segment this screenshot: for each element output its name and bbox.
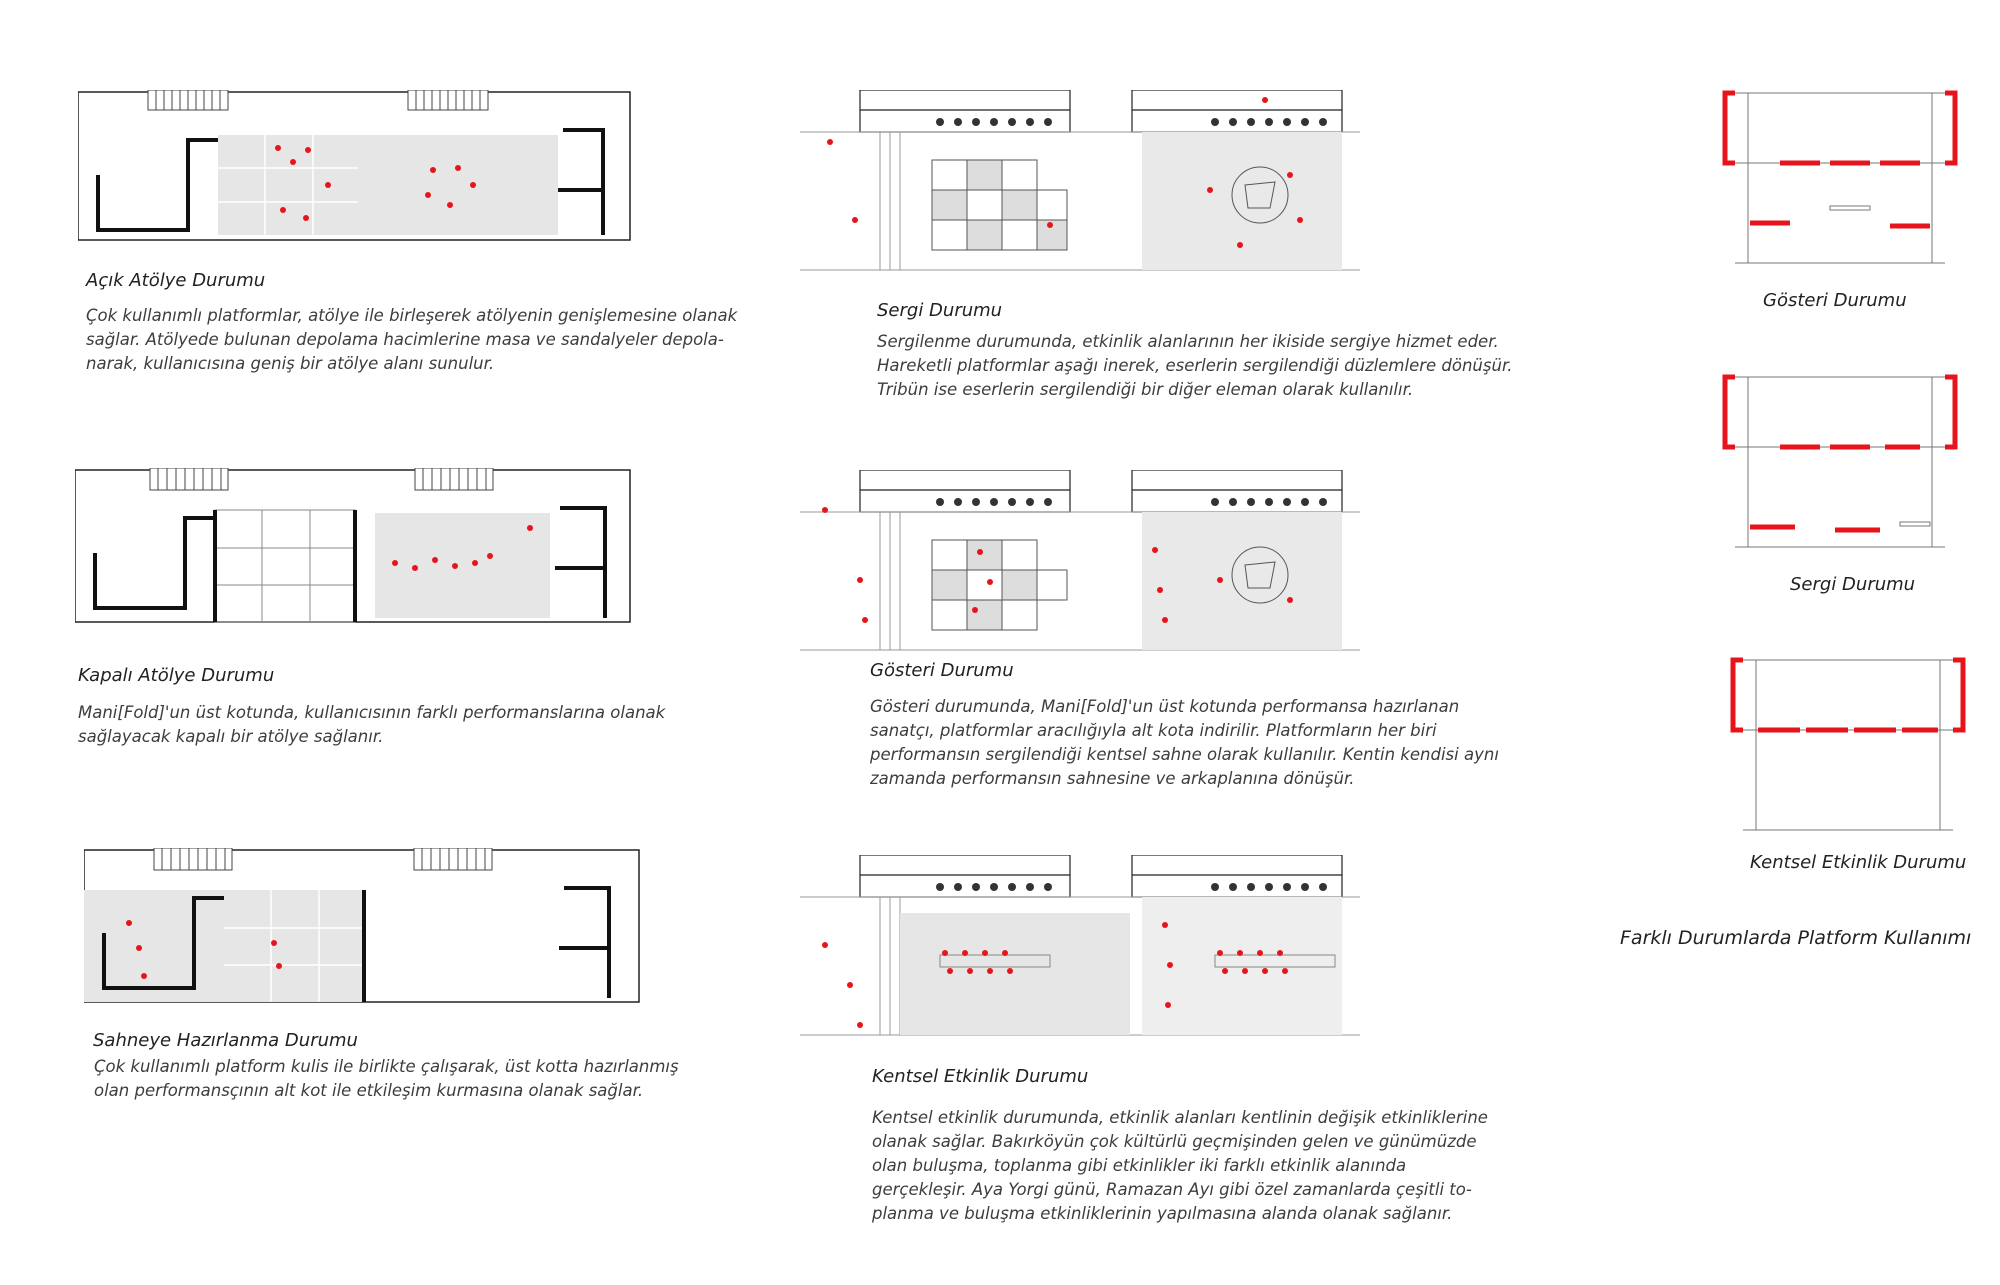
desc-line: sağlayacak kapalı bir atölye sağlanır.	[78, 727, 384, 746]
plan-closed-workshop	[75, 468, 635, 628]
section-urban-event	[1728, 655, 1968, 839]
desc-line: Sergilenme durumunda, etkinlik alanlarının her ikiside sergiye hizmet eder.	[877, 332, 1499, 351]
desc-urban-event	[872, 1106, 1488, 1226]
desc-line: sağlar. Atölyede bulunan depolama hacimlerine masa ve sandalyeler depola-	[86, 330, 724, 349]
desc-line: planma ve buluşma etkinliklerinin yapılmasına alanda olanak sağlanır.	[872, 1204, 1453, 1223]
caption-side-performance: Gösteri Durumu	[1763, 290, 1907, 311]
desc-line: Çok kullanımlı platformlar, atölye ile birleşerek atölyenin genişlemesine olanak	[86, 306, 738, 325]
caption-side-urban-event: Kentsel Etkinlik Durumu	[1750, 852, 1967, 873]
desc-exhibition	[877, 330, 1512, 402]
desc-line: zamanda performansın sahnesine ve arkaplanına dönüşür.	[870, 769, 1355, 788]
plan-performance	[800, 470, 1360, 655]
desc-line: olanak sağlar. Bakırköyün çok kültürlü geçmişinden gelen ve günümüzde	[872, 1132, 1477, 1151]
section-exhibition	[1720, 372, 1960, 556]
desc-line: Mani[Fold]'un üst kotunda, kullanıcısının farklı performanslarına olanak	[78, 703, 666, 722]
desc-line: olan performansçının alt kot ile etkileşim kurmasına olanak sağlar.	[94, 1081, 644, 1100]
plan-exhibition	[800, 90, 1360, 275]
caption-side-exhibition: Sergi Durumu	[1790, 574, 1916, 595]
platform-usage-title: Farklı Durumlarda Platform Kullanımı	[1620, 927, 1972, 949]
desc-line: sanatçı, platformlar aracılığıyla alt kota indirilir. Platformların her biri	[870, 721, 1437, 740]
plan-urban-event	[800, 855, 1360, 1040]
desc-line: narak, kullanıcısına geniş bir atölye alanı sunulur.	[86, 354, 495, 373]
desc-line: Kentsel etkinlik durumunda, etkinlik alanları kentlinin değişik etkinliklerine	[872, 1108, 1488, 1127]
plan-open-workshop	[78, 90, 633, 245]
desc-line: Gösteri durumunda, Mani[Fold]'un üst kotunda performansa hazırlanan	[870, 697, 1460, 716]
caption-exhibition: Sergi Durumu	[877, 300, 1003, 321]
desc-line: olan buluşma, toplanma gibi etkinlikler iki farklı etkinlik alanında	[872, 1156, 1407, 1175]
desc-line: gerçekleşir. Aya Yorgi günü, Ramazan Ayı gibi özel zamanlarda çeşitli to-	[872, 1180, 1472, 1199]
caption-performance: Gösteri Durumu	[870, 660, 1014, 681]
section-performance	[1720, 88, 1960, 272]
caption-open-workshop: Açık Atölye Durumu	[86, 270, 266, 291]
desc-line: Tribün ise eserlerin sergilendiği bir diğer eleman olarak kullanılır.	[877, 380, 1414, 399]
plan-stage-prep	[84, 848, 644, 1008]
caption-stage-prep: Sahneye Hazırlanma Durumu	[93, 1030, 358, 1051]
desc-closed-workshop	[78, 701, 665, 749]
caption-closed-workshop: Kapalı Atölye Durumu	[78, 665, 275, 686]
desc-open-workshop	[86, 304, 737, 376]
desc-line: performansın sergilendiği kentsel sahne olarak kullanılır. Kentin kendisi aynı	[870, 745, 1499, 764]
desc-stage-prep	[94, 1055, 679, 1103]
desc-line: Çok kullanımlı platform kulis ile birlikte çalışarak, üst kotta hazırlanmış	[94, 1057, 679, 1076]
desc-line: Hareketli platformlar aşağı inerek, eserlerin sergilendiği düzlemlere dönüşür.	[877, 356, 1513, 375]
caption-urban-event: Kentsel Etkinlik Durumu	[872, 1066, 1089, 1087]
desc-performance	[870, 695, 1499, 791]
